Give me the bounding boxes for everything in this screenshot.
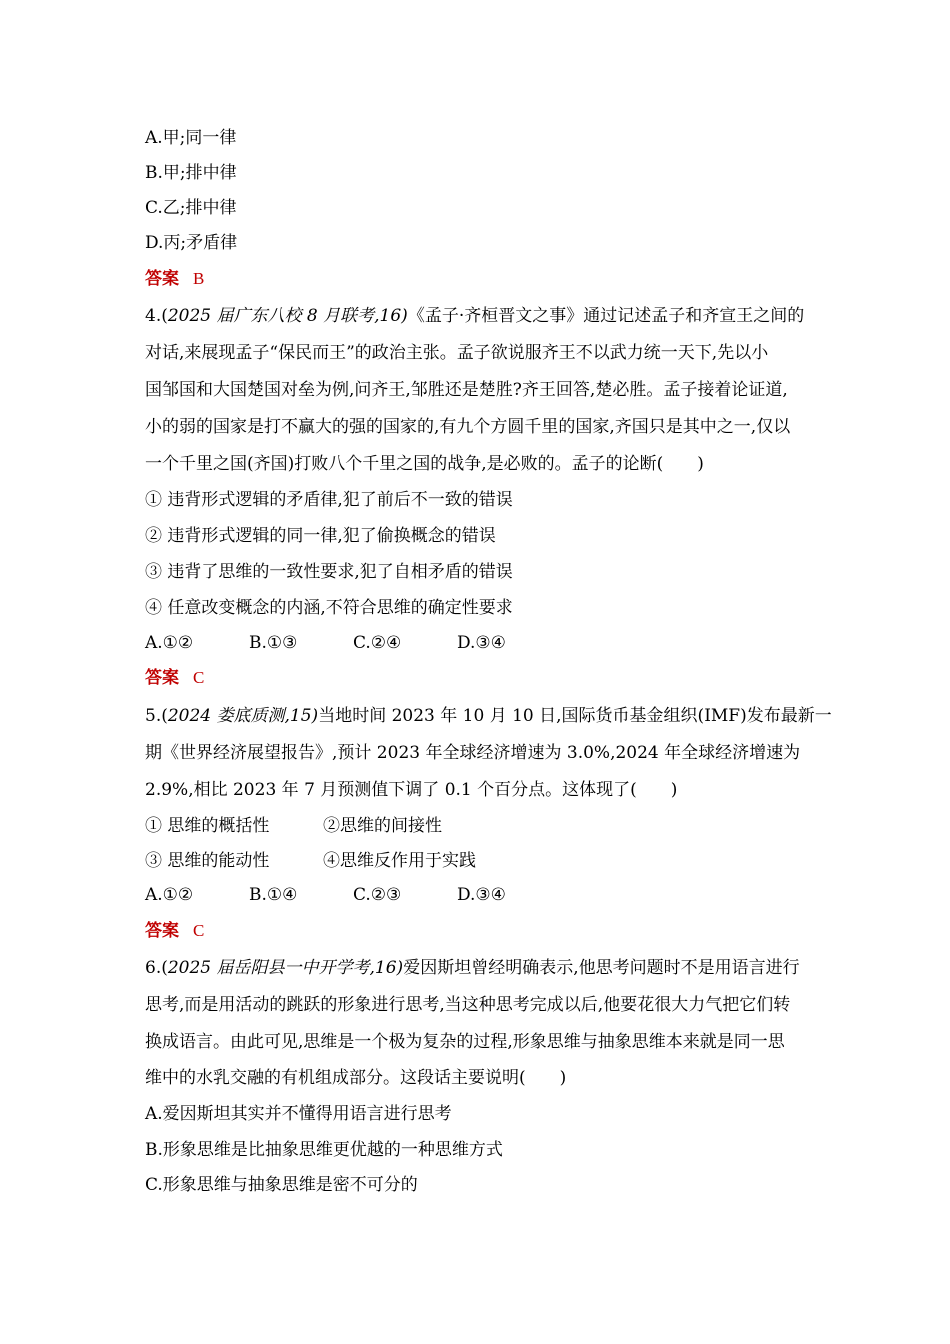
q4-stem-line-3: 国邹国和大国楚国对垒为例,问齐王,邹胜还是楚胜?齐王回答,楚必胜。孟子接着论证道, [145,380,788,400]
q4-item-4: ④ 任意改变概念的内涵,不符合思维的确定性要求 [145,598,513,618]
answer-value: B [193,269,205,288]
q4-stem-line-1 [145,305,804,327]
q4-stem-line-5: 一个千里之国(齐国)打败八个千里之国的战争,是必败的。孟子的论断( ) [145,454,704,474]
q3-option-d: D.丙;矛盾律 [145,233,238,253]
question-number: 4.( [145,306,168,326]
q4-item-2: ② 违背形式逻辑的同一律,犯了偷换概念的错误 [145,526,496,546]
q6-stem-line-3: 换成语言。由此可见,思维是一个极为复杂的过程,形象思维与抽象思维本来就是同一思 [145,1032,785,1052]
choice-b: B.①④ [249,885,298,905]
q4-choices [145,632,561,654]
stem-text: 爱因斯坦曾经明确表示,他思考问题时不是用语言进行 [403,958,800,978]
answer-value: C [193,668,205,687]
q4-stem-line-2: 对话,来展现孟子“保民而王”的政治主张。孟子欲说服齐王不以武力统一天下,先以小 [145,343,769,363]
choice-d: D.③④ [457,885,506,905]
q6-option-b: B.形象思维是比抽象思维更优越的一种思维方式 [145,1140,503,1160]
question-source: 2024 娄底质测,15) [167,706,319,726]
question-source: 2025 届广东八校 8 月联考,16) [167,306,408,326]
q3-option-b: B.甲;排中律 [145,163,237,183]
q5-item-1: ① 思维的概括性 [145,816,270,836]
choice-c: C.②④ [353,633,402,653]
answer-label: 答案 [145,921,179,941]
question-number: 6.( [145,958,168,978]
q5-item-2: ②思维的间接性 [323,816,442,836]
q4-item-1: ① 违背形式逻辑的矛盾律,犯了前后不一致的错误 [145,490,513,510]
q3-option-c: C.乙;排中律 [145,198,237,218]
q4-answer [145,667,204,689]
stem-text: 《孟子·齐桓晋文之事》通过记述孟子和齐宣王之间的 [407,306,805,326]
q5-items-row-2 [145,850,501,872]
q6-stem-line-2: 思考,而是用活动的跳跃的形象进行思考,当这种思考完成以后,他要花很大力气把它们转 [145,995,791,1015]
q5-stem-line-1 [145,705,832,727]
q5-item-3: ③ 思维的能动性 [145,851,270,871]
q5-items-row-1 [145,815,501,837]
q5-choices [145,884,561,906]
q4-item-3: ③ 违背了思维的一致性要求,犯了自相矛盾的错误 [145,562,513,582]
q6-stem-line-1 [145,957,800,979]
answer-value: C [193,921,205,940]
q3-option-a: A.甲;同一律 [145,128,237,148]
q6-option-c: C.形象思维与抽象思维是密不可分的 [145,1175,418,1195]
q4-stem-line-4: 小的弱的国家是打不赢大的强的国家的,有九个方圆千里的国家,齐国只是其中之一,仅以 [145,417,791,437]
answer-label: 答案 [145,668,179,688]
choice-a: A.①② [145,633,194,653]
question-number: 5.( [145,706,168,726]
stem-text: 当地时间 2023 年 10 月 10 日,国际货币基金组织(IMF)发布最新一 [318,706,832,726]
choice-b: B.①③ [249,633,298,653]
choice-d: D.③④ [457,633,506,653]
choice-c: C.②③ [353,885,402,905]
q5-stem-line-3: 2.9%,相比 2023 年 7 月预测值下调了 0.1 个百分点。这体现了( ) [145,780,678,800]
answer-label: 答案 [145,269,179,289]
q6-stem-line-4: 维中的水乳交融的有机组成部分。这段话主要说明( ) [145,1068,567,1088]
q5-answer [145,920,204,942]
q5-stem-line-2: 期《世界经济展望报告》,预计 2023 年全球经济增速为 3.0%,2024 年全球经济增速为 [145,743,801,763]
question-source: 2025 届岳阳县一中开学考,16) [167,958,404,978]
q6-option-a: A.爱因斯坦其实并不懂得用语言进行思考 [145,1104,452,1124]
q5-item-4: ④思维反作用于实践 [323,851,476,871]
q3-answer [145,268,204,290]
choice-a: A.①② [145,885,194,905]
